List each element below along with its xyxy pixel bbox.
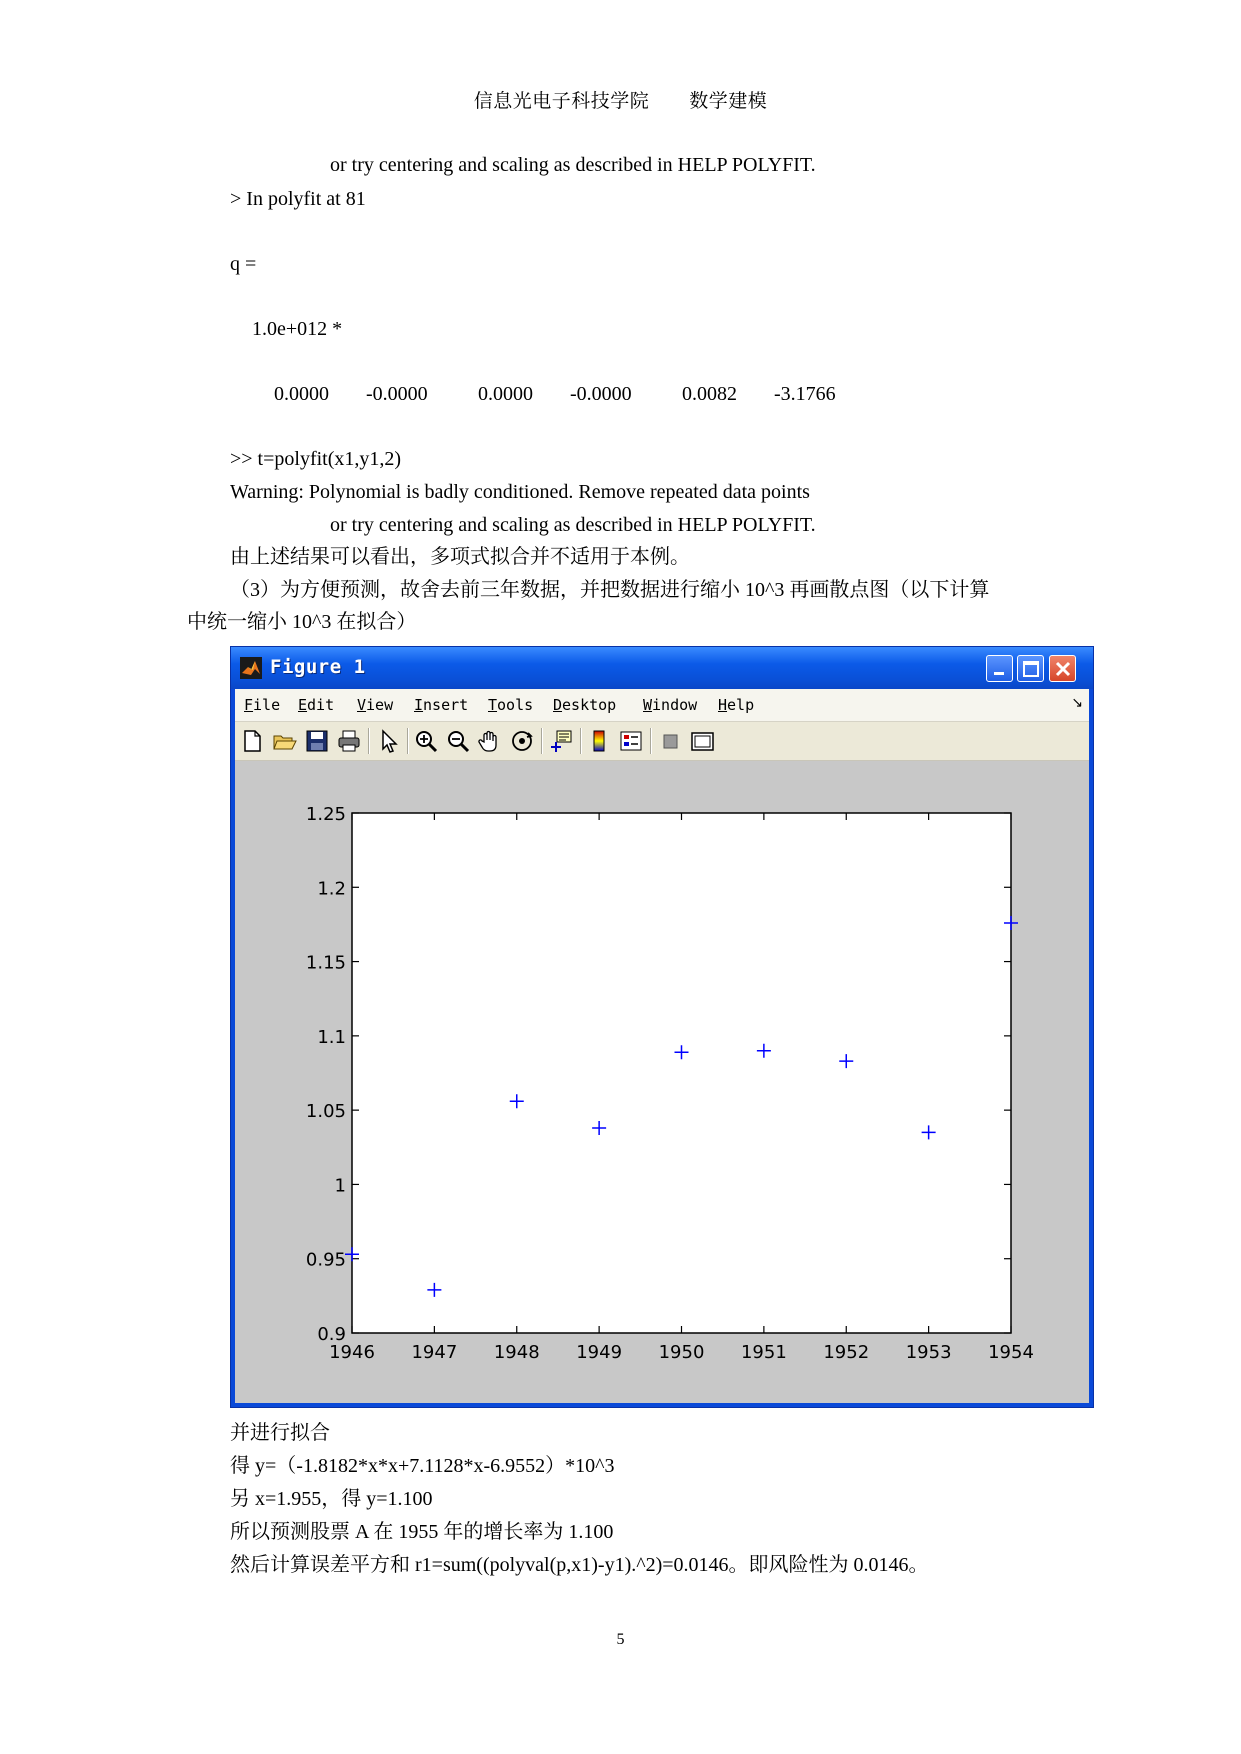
x-tick-label: 1948 xyxy=(493,1342,540,1363)
console-line-1: or try centering and scaling as described in HELP POLYFIT. xyxy=(330,154,816,176)
y-tick-label: 0.9 xyxy=(317,1324,346,1345)
y-tick-label: 1.1 xyxy=(317,1026,346,1048)
prediction-text: 所以预测股票 A 在 1955 年的增长率为 1.100 xyxy=(230,1521,614,1543)
para3-line1: （3）为方便预测，故舍去前三年数据，并把数据进行缩小 10^3 再画散点图（以下计算 xyxy=(230,579,990,601)
zoom-in-icon[interactable] xyxy=(413,728,439,754)
toolbar-separator xyxy=(407,728,409,754)
q-value: -0.0000 xyxy=(570,383,632,405)
x-tick-label: 1951 xyxy=(740,1342,787,1363)
q-value: -3.1766 xyxy=(774,383,836,405)
fit-text: 并进行拟合 xyxy=(230,1422,330,1444)
pan-hand-icon[interactable] xyxy=(477,728,503,754)
hide-plot-tools-icon[interactable] xyxy=(657,728,683,754)
y-tick-label: 1.25 xyxy=(305,804,346,825)
page-number: 5 xyxy=(616,1631,625,1648)
console-scale: 1.0e+012 * xyxy=(252,318,343,340)
toolbar-separator xyxy=(650,728,652,754)
new-figure-icon[interactable] xyxy=(239,728,265,754)
scatter-plot[interactable] xyxy=(235,761,1091,1405)
x-tick-label: 1954 xyxy=(988,1342,1034,1363)
q-value: 0.0000 xyxy=(274,383,329,405)
y-tick-label: 1.15 xyxy=(305,952,346,974)
x-tick-label: 1950 xyxy=(658,1342,705,1363)
menu-desktop[interactable]: Desktop xyxy=(553,696,617,714)
x-tick-label: 1949 xyxy=(576,1342,623,1363)
menu-bar xyxy=(235,689,1089,722)
menu-tools[interactable]: Tools xyxy=(488,696,534,714)
console-warning: Warning: Polynomial is badly conditioned. Remove repeated data points xyxy=(230,481,810,503)
menu-help[interactable]: Help xyxy=(718,696,755,714)
y-tick-label: 1.05 xyxy=(305,1101,346,1123)
console-cmd: >> t=polyfit(x1,y1,2) xyxy=(230,448,402,470)
y-tick-label: 0.95 xyxy=(305,1249,346,1271)
page-header xyxy=(0,86,1241,113)
toolbar-separator xyxy=(368,728,370,754)
q-value: -0.0000 xyxy=(366,383,428,405)
matlab-logo-icon xyxy=(240,657,262,679)
show-plot-tools-icon[interactable] xyxy=(689,728,715,754)
data-cursor-icon[interactable] xyxy=(548,728,574,754)
menu-view[interactable]: View xyxy=(357,696,394,714)
menu-file[interactable]: File xyxy=(244,696,281,714)
axes-box xyxy=(352,813,1011,1333)
conclusion-text: 由上述结果可以看出，多项式拟合并不适用于本例。 xyxy=(230,546,690,568)
rotate-3d-icon[interactable] xyxy=(509,728,535,754)
colorbar-icon[interactable] xyxy=(586,728,612,754)
close-button[interactable] xyxy=(1049,655,1076,682)
x-tick-label: 1946 xyxy=(329,1342,375,1363)
x-tick-label: 1952 xyxy=(823,1342,870,1363)
menu-edit[interactable]: Edit xyxy=(298,696,335,714)
window-title: Figure 1 xyxy=(270,656,366,678)
maximize-button[interactable] xyxy=(1017,655,1044,682)
close-icon xyxy=(1050,656,1077,683)
dock-figure-button[interactable]: ↘ xyxy=(1071,695,1083,711)
toolbar-separator xyxy=(541,728,543,754)
toolbar xyxy=(235,722,1089,761)
q-value: 0.0082 xyxy=(682,383,737,405)
error-text: 然后计算误差平方和 r1=sum((polyval(p,x1)-y1).^2)=0.0146。即风险性为 0.0146。 xyxy=(230,1554,929,1576)
zoom-out-icon[interactable] xyxy=(445,728,471,754)
console-line-2: > In polyfit at 81 xyxy=(230,188,366,210)
legend-icon[interactable] xyxy=(618,728,644,754)
console-line-3: or try centering and scaling as described in HELP POLYFIT. xyxy=(330,514,816,536)
x-tick-label: 1953 xyxy=(905,1342,952,1363)
q-value: 0.0000 xyxy=(478,383,533,405)
console-q-label: q = xyxy=(230,253,257,275)
toolbar-separator xyxy=(580,728,582,754)
figure-window xyxy=(230,646,1094,1408)
maximize-icon xyxy=(1018,656,1045,683)
open-file-icon[interactable] xyxy=(272,728,298,754)
y-tick-label: 1.2 xyxy=(317,878,346,900)
menu-window[interactable]: Window xyxy=(643,696,698,714)
x-tick-label: 1947 xyxy=(411,1342,458,1363)
para3-line2: 中统一缩小 10^3 在拟合） xyxy=(187,611,417,633)
save-icon[interactable] xyxy=(304,728,330,754)
header-school: 信息光电子科技学院 xyxy=(473,91,650,112)
formula-text: 得 y=（-1.8182*x*x+7.1128*x-6.9552）*10^3 xyxy=(230,1455,615,1477)
figure-client xyxy=(235,689,1089,1403)
minimize-icon xyxy=(987,656,1014,683)
let-x-text: 另 x=1.955，得 y=1.100 xyxy=(230,1488,433,1510)
y-tick-label: 1 xyxy=(334,1175,346,1197)
header-course: 数学建模 xyxy=(689,91,768,112)
minimize-button[interactable] xyxy=(986,655,1013,682)
title-bar[interactable] xyxy=(231,647,1093,689)
menu-insert[interactable]: Insert xyxy=(414,696,469,714)
edit-plot-arrow-icon[interactable] xyxy=(375,728,401,754)
plot-area xyxy=(235,761,1089,1403)
print-icon[interactable] xyxy=(336,728,362,754)
